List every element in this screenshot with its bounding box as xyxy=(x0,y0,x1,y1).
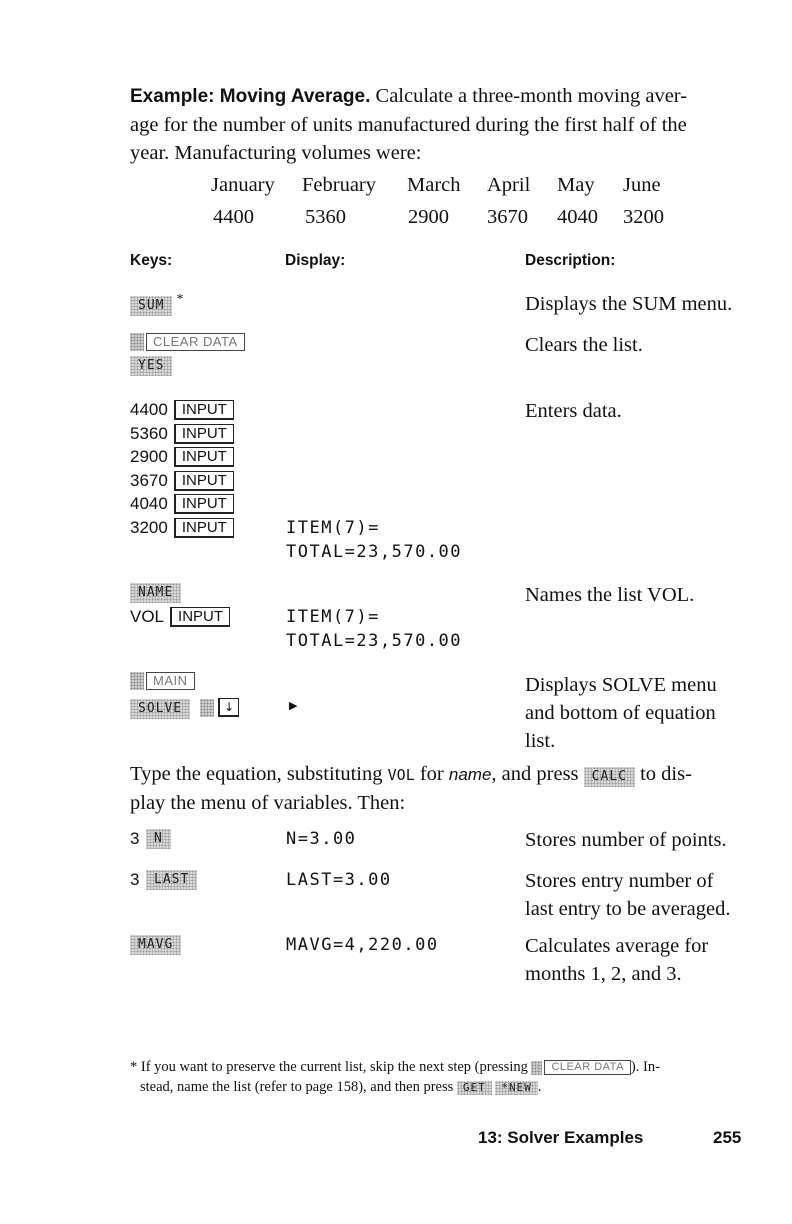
clear-step-keys xyxy=(130,333,245,376)
value-june: 3200 xyxy=(623,206,664,228)
shift-key[interactable] xyxy=(130,333,144,351)
clear-step-desc: Clears the list. xyxy=(525,334,643,356)
step-row-n: 3 N N=3.00 Stores number of points. xyxy=(130,829,727,851)
sum-step-desc: Displays the SUM menu. xyxy=(525,293,733,315)
new-menu-key[interactable]: *NEW xyxy=(495,1081,538,1095)
yes-menu-key[interactable]: YES xyxy=(130,356,172,376)
clear-data-key[interactable]: CLEAR DATA xyxy=(544,1060,630,1075)
display-total-1: TOTAL=23,570.00 xyxy=(286,542,463,562)
data-entry: 3670 INPUT xyxy=(130,469,234,493)
value-april: 3670 xyxy=(487,206,528,228)
display-item-1: ITEM(7)= xyxy=(286,518,380,538)
display-total-2: TOTAL=23,570.00 xyxy=(286,631,463,651)
name-step-keys xyxy=(130,583,230,627)
month-february: February xyxy=(302,174,377,196)
month-january: January xyxy=(211,174,275,196)
input-key[interactable]: INPUT xyxy=(174,471,234,491)
data-entry: 5360 INPUT xyxy=(130,422,234,446)
shift-key[interactable] xyxy=(200,699,214,717)
step-row-mavg: MAVG MAVG=4,220.00 Calculates average for months 1, 2, and 3. xyxy=(0,932,792,992)
value-may: 4040 xyxy=(557,206,598,228)
type-paragraph: Type the equation, substituting VOL for name, and press CALC to dis- play the menu of variables. Then: xyxy=(130,763,692,814)
last-menu-key[interactable]: LAST xyxy=(146,870,197,890)
solve-menu-key[interactable]: SOLVE xyxy=(130,699,190,719)
display-cursor-icon: ▶ xyxy=(289,699,298,712)
intro-line-1: Calculate a three-month moving aver- xyxy=(370,85,688,107)
sum-step-keys xyxy=(130,292,183,316)
input-key[interactable]: INPUT xyxy=(174,400,234,420)
vol-code: VOL xyxy=(387,766,415,784)
display-header: Display: xyxy=(285,252,346,269)
step-row-last: 3 LAST LAST=3.00 Stores entry number of last entry to be averaged. xyxy=(130,870,731,920)
data-entry: 3200 INPUT xyxy=(130,516,234,540)
intro-line-2: age for the number of units manufactured during the first half of the xyxy=(130,114,687,136)
month-may: May xyxy=(557,174,595,196)
name-step-desc: Names the list VOL. xyxy=(525,584,695,606)
volumes-values-row xyxy=(0,203,792,231)
data-entry-list xyxy=(130,398,234,539)
calc-menu-key[interactable]: CALC xyxy=(584,767,635,787)
input-key[interactable]: INPUT xyxy=(174,424,234,444)
value-february: 5360 xyxy=(305,206,346,228)
value-march: 2900 xyxy=(408,206,449,228)
sum-menu-key[interactable]: SUM xyxy=(130,296,172,316)
enter-step-desc: Enters data. xyxy=(525,400,622,422)
vol-text: VOL xyxy=(130,607,165,626)
page-number: 255 xyxy=(713,1128,742,1147)
month-june: June xyxy=(623,174,661,196)
data-entry: 2900 INPUT xyxy=(130,445,234,469)
intro-line-3: year. Manufacturing volumes were: xyxy=(130,142,422,164)
display-item-2: ITEM(7)= xyxy=(286,607,380,627)
footnote-asterisk: * xyxy=(176,292,184,307)
data-entry: 4040 INPUT xyxy=(130,492,234,516)
chapter-footer: 13: Solver Examples xyxy=(478,1128,644,1147)
solve-step-keys xyxy=(130,672,239,719)
description-header: Description: xyxy=(525,252,616,269)
footnote: * If you want to preserve the current list, skip the next step (pressing CLEAR DATA ). In- stead, name the list (refer to page 158), and then press GET *NEW . xyxy=(130,1059,660,1095)
value-january: 4400 xyxy=(213,206,254,228)
input-key[interactable]: INPUT xyxy=(174,447,234,467)
down-arrow-key[interactable]: ↓ xyxy=(218,698,239,717)
volumes-months-row xyxy=(0,171,792,199)
month-march: March xyxy=(407,174,461,196)
intro-paragraph xyxy=(130,82,760,167)
get-menu-key[interactable]: GET xyxy=(457,1081,492,1095)
shift-key[interactable] xyxy=(130,672,144,690)
n-menu-key[interactable]: N xyxy=(146,829,171,849)
input-key[interactable]: INPUT xyxy=(174,494,234,514)
solve-step-desc: Displays SOLVE menu and bottom of equation list. xyxy=(525,674,717,752)
mavg-menu-key[interactable]: MAVG xyxy=(130,935,181,955)
keys-header: Keys: xyxy=(130,252,173,269)
clear-data-key[interactable]: CLEAR DATA xyxy=(146,333,245,351)
main-key[interactable]: MAIN xyxy=(146,672,195,690)
input-key[interactable]: INPUT xyxy=(170,607,230,627)
shift-key[interactable] xyxy=(531,1061,542,1075)
data-entry: 4400 INPUT xyxy=(130,398,234,422)
input-key[interactable]: INPUT xyxy=(174,518,234,538)
name-italic: name xyxy=(448,765,492,784)
name-menu-key[interactable]: NAME xyxy=(130,583,181,603)
month-april: April xyxy=(487,174,531,196)
example-heading: Example: Moving Average. xyxy=(130,86,371,107)
